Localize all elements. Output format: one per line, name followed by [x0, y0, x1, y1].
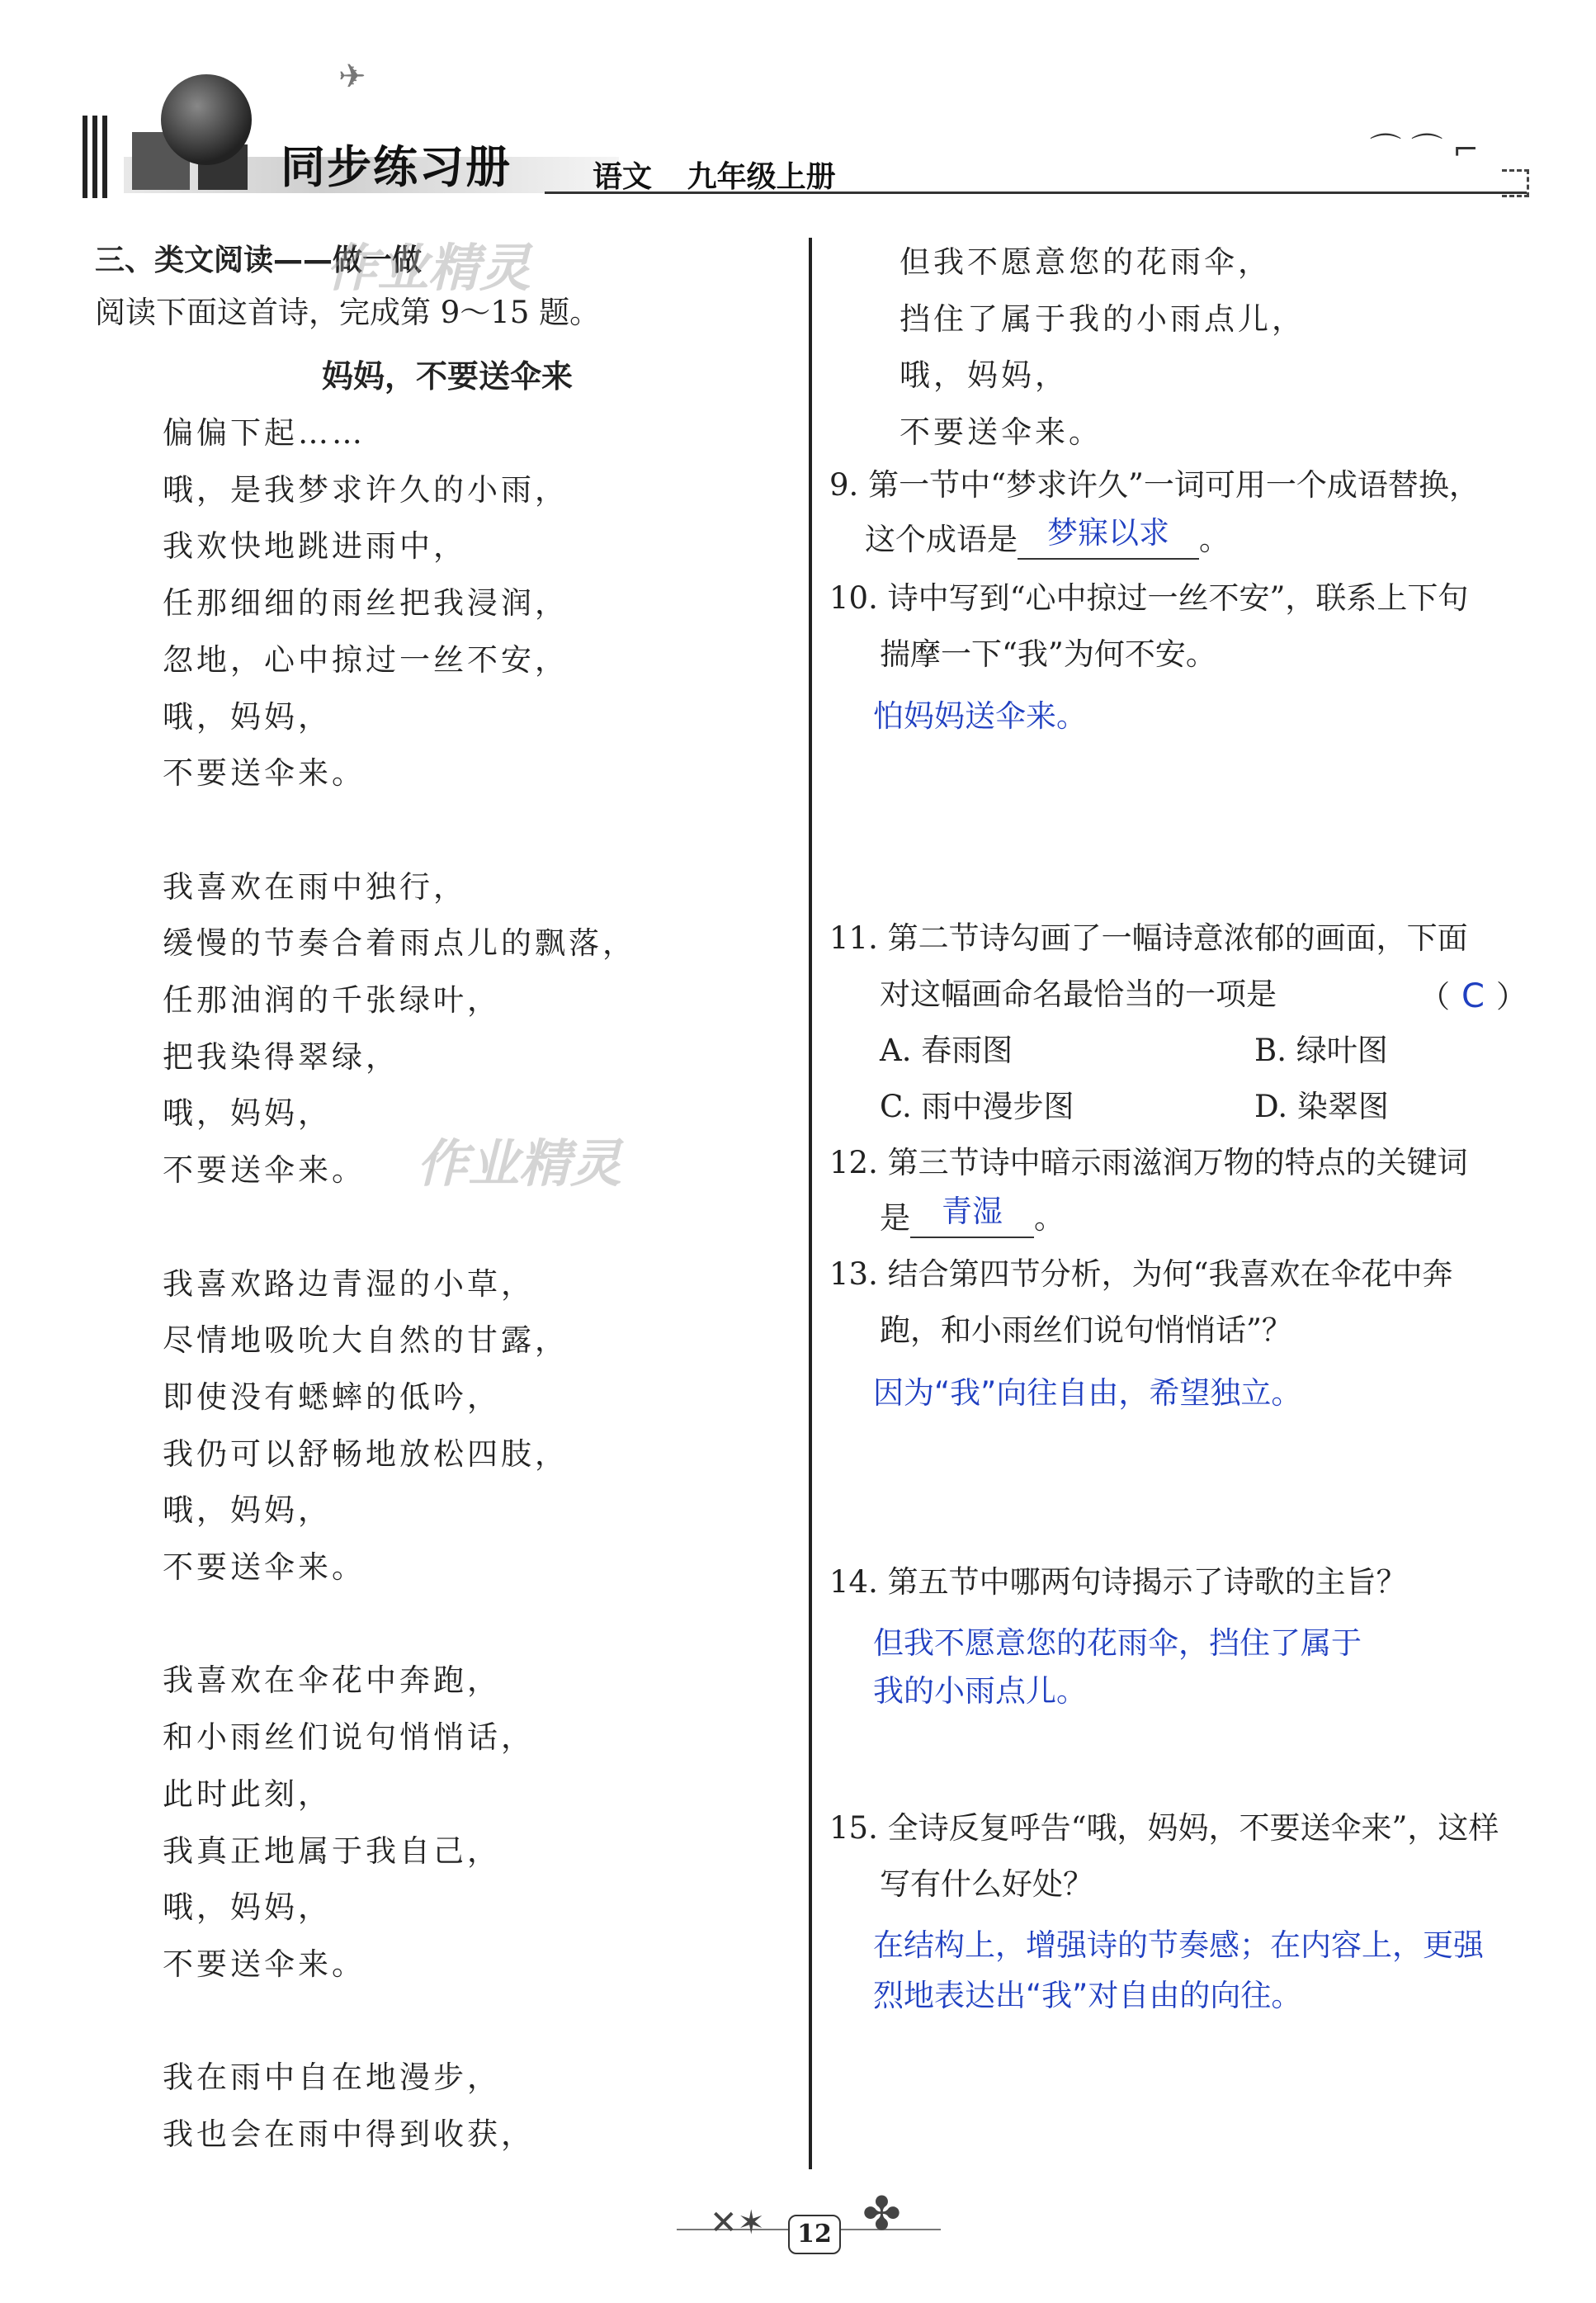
poem-line: 哦，是我梦求许久的小雨，	[163, 471, 569, 508]
poem-line: 即使没有蟋蟀的低吟，	[163, 1378, 501, 1415]
paren-open: （	[1419, 979, 1450, 1014]
answer-9: 梦寐以求	[1047, 515, 1169, 551]
poem-title: 妈妈，不要送伞来	[322, 358, 574, 395]
poem-line: 不要送伞来。	[163, 1946, 366, 1982]
poem-line: 我仍可以舒畅地放松四肢，	[163, 1435, 569, 1472]
book-subtitle	[593, 154, 836, 196]
poem-line: 任那油润的千张绿叶，	[163, 982, 501, 1018]
poem-line: 我喜欢在伞花中奔跑，	[163, 1662, 501, 1699]
poem-line: 此时此刻，	[163, 1776, 332, 1812]
header-bars	[83, 116, 116, 198]
option-b: B. 绿叶图	[1254, 1033, 1388, 1068]
section-instruction: 阅读下面这首诗，完成第 9～15 题。	[95, 295, 601, 330]
poem-line: 尽情地吸吮大自然的甘露，	[163, 1322, 569, 1359]
watermark: 作业精灵	[417, 1133, 622, 1194]
poem-line: 我真正地属于我自己，	[163, 1832, 501, 1869]
globe-icon	[161, 74, 252, 165]
poem-line: 哦，妈妈，	[163, 1889, 332, 1926]
question-9-suffix: 。	[1199, 522, 1230, 557]
poem-line: 哦，妈妈，	[163, 1492, 332, 1529]
answer-paren	[1419, 977, 1527, 1016]
page-number: 12	[788, 2215, 841, 2254]
paper-plane-icon: ✈	[338, 58, 366, 96]
answer-15-line2: 烈地表达出“我”对自由的向往。	[873, 1978, 1302, 2013]
option-c: C. 雨中漫步图	[880, 1089, 1074, 1124]
column-divider	[809, 238, 812, 2169]
paren-close: ）	[1495, 979, 1527, 1014]
poem-line: 哦，妈妈，	[900, 357, 1069, 393]
watermark: 作业精灵	[326, 238, 531, 298]
question-13: 13. 结合第四节分析，为何“我喜欢在伞花中奔	[829, 1256, 1453, 1292]
header-rule	[545, 192, 1527, 194]
question-13-line2: 跑，和小雨丝们说句悄悄话”？	[880, 1312, 1292, 1348]
option-d: D. 染翠图	[1254, 1089, 1389, 1124]
poem-line: 挡住了属于我的小雨点儿，	[900, 300, 1306, 337]
poem-line: 我在雨中自在地漫步，	[163, 2059, 501, 2096]
poem-line: 不要送伞来。	[163, 1549, 366, 1585]
answer-12: 青湿	[942, 1194, 1003, 1229]
poem-line: 不要送伞来。	[163, 1152, 366, 1189]
pinwheel-icon: ✤	[862, 2187, 901, 2241]
poem-line: 不要送伞来。	[900, 414, 1103, 450]
question-10-line2: 揣摩一下“我”为何不安。	[880, 636, 1216, 672]
question-12-suffix: 。	[1034, 1200, 1065, 1236]
answer-blank	[910, 1194, 1034, 1238]
answer-blank	[1018, 515, 1199, 560]
poem-line: 把我染得翠绿，	[163, 1038, 399, 1075]
answer-14-line1: 但我不愿意您的花雨伞，挡住了属于	[873, 1625, 1362, 1661]
grade-label: 九年级上册	[687, 160, 836, 194]
question-14: 14. 第五节中哪两句诗揭示了诗歌的主旨？	[829, 1564, 1407, 1600]
question-15-line2: 写有什么好处？	[880, 1866, 1093, 1902]
book-title: 同步练习册	[281, 141, 512, 193]
poem-line: 我也会在雨中得到收获，	[163, 2116, 535, 2152]
poem-line: 哦，妈妈，	[163, 698, 332, 735]
poem-line: 不要送伞来。	[163, 755, 366, 792]
poem-line: 和小雨丝们说句悄悄话，	[163, 1719, 535, 1756]
poem-line: 偏偏下起……	[163, 415, 366, 451]
poem-line: 我喜欢在雨中独行，	[163, 868, 467, 905]
poem-line: 任那细细的雨丝把我浸润，	[163, 585, 569, 622]
question-12-line2	[880, 1194, 1065, 1238]
question-12-prefix: 是	[880, 1200, 910, 1236]
poem-line: 缓慢的节奏合着雨点儿的飘落，	[163, 925, 636, 962]
question-15: 15. 全诗反复呼告“哦，妈妈，不要送伞来”，这样	[829, 1810, 1499, 1846]
answer-10: 怕妈妈送伞来。	[873, 698, 1087, 734]
question-11: 11. 第二节诗勾画了一幅诗意浓郁的画面，下面	[829, 920, 1468, 956]
option-a: A. 春雨图	[880, 1033, 1013, 1068]
poem-line: 我喜欢路边青湿的小草，	[163, 1265, 535, 1302]
question-10: 10. 诗中写到“心中掠过一丝不安”，联系上下句	[829, 580, 1469, 616]
header-dashed-corner	[1502, 169, 1529, 197]
answer-14-line2: 我的小雨点儿。	[873, 1673, 1087, 1709]
question-9: 9. 第一节中“梦求许久”一词可用一个成语替换，	[829, 467, 1480, 503]
question-11-line2: 对这幅画命名最恰当的一项是	[880, 977, 1277, 1012]
poem-line: 哦，妈妈，	[163, 1095, 332, 1132]
answer-13: 因为“我”向往自由，希望独立。	[873, 1375, 1302, 1411]
question-12: 12. 第三节诗中暗示雨滋润万物的特点的关键词	[829, 1145, 1468, 1180]
poem-line: 但我不愿意您的花雨伞，	[900, 244, 1272, 280]
star-icon: ✕✶	[710, 2204, 766, 2242]
poem-line: 忽地，心中掠过一丝不安，	[163, 641, 569, 678]
answer-15-line1: 在结构上，增强诗的节奏感；在内容上，更强	[873, 1927, 1484, 1963]
question-9-prefix: 这个成语是	[865, 522, 1018, 557]
poem-line: 我欢快地跳进雨中，	[163, 528, 467, 565]
question-9-line2	[865, 515, 1230, 560]
birds-icon: ⌒ ⌒ ⌐	[1370, 131, 1479, 168]
section-heading: 三、类文阅读——做一做	[95, 244, 423, 277]
answer-11: C	[1461, 977, 1485, 1015]
subject-label: 语文	[593, 160, 653, 194]
